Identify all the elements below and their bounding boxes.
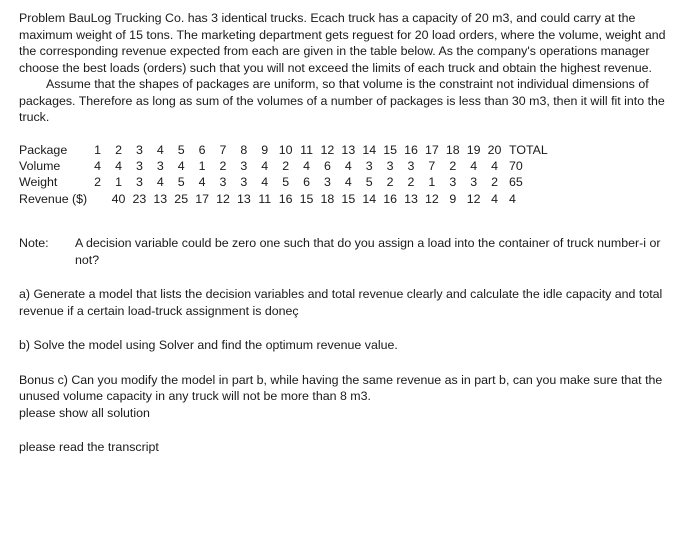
table-cell: 6	[303, 175, 310, 190]
table-cell: 12	[424, 191, 439, 206]
table-row	[19, 191, 553, 207]
table-cell: 4	[115, 158, 122, 173]
table-cell: 5	[177, 142, 185, 157]
table-cell: 14	[362, 142, 377, 157]
problem-paragraph: Problem BauLog Trucking Co. has 3 identical trucks. Ecach truck has a capacity of 20 m3, and could carry at the maximum weight of 15 tons. The marketing department gets reguest for 20 load orders, where the volume, weight and the corresponding revenue expected from each are given in the table below. As the company's operations manager choose the best loads (orders) such that you will not exceed the limits of each truck and obtain the highest revenue.	[19, 11, 666, 75]
table-cell: 14	[362, 191, 377, 206]
table-cell: 4	[491, 158, 498, 173]
total-cell: 70	[509, 158, 523, 173]
table-cell: 2	[491, 175, 498, 190]
row-label: Revenue ($)	[19, 191, 88, 206]
orders-table	[19, 142, 553, 208]
table-cell: 10	[278, 142, 293, 157]
table-cell: 9	[261, 142, 269, 157]
table-cell: 4	[156, 142, 164, 157]
table-cell: 11	[300, 142, 313, 157]
table-cell: 1	[198, 158, 206, 173]
table-cell: 2	[386, 175, 394, 190]
table-cell: 20	[487, 142, 502, 157]
row-label: Volume	[19, 158, 61, 173]
table-cell: 2	[449, 158, 457, 173]
table-cell: 1	[94, 142, 102, 157]
table-cell: 3	[135, 142, 143, 157]
table-cell: 3	[470, 175, 478, 190]
table-cell: 3	[240, 175, 248, 190]
table-cell: 2	[282, 158, 290, 173]
table-cell: 25	[174, 191, 189, 206]
table-cell: 3	[407, 158, 415, 173]
table-cell: 15	[383, 142, 397, 157]
table-cell: 4	[198, 175, 206, 190]
table-cell: 12	[216, 191, 230, 206]
table-cell: 13	[341, 142, 356, 157]
table-cell: 13	[404, 191, 418, 206]
table-row	[19, 174, 553, 190]
table-cell: 7	[219, 142, 227, 157]
table-cell: 16	[383, 191, 397, 206]
table-cell: 4	[177, 158, 185, 173]
table-cell: 18	[320, 191, 335, 206]
table-cell: 6	[323, 158, 331, 173]
table-row	[19, 158, 553, 174]
assumption-paragraph: Assume that the shapes of packages are uniform, so that volume is the constraint not individual dimensions of packages. Therefore as long as sum of the volumes of a number of packages is less than 30 m3, then it will fit into the truck.	[19, 77, 665, 124]
table-cell: 13	[236, 191, 251, 206]
table-cell	[87, 191, 108, 207]
table-cell: 18	[445, 142, 460, 157]
table-cell: 2	[407, 175, 415, 190]
row-label: Weight	[19, 175, 58, 190]
table-cell: 7	[428, 158, 436, 173]
table-cell: 3	[365, 158, 373, 173]
table-cell: 40	[111, 191, 126, 206]
note-label: Note:	[19, 236, 49, 251]
table-cell: 6	[198, 142, 206, 157]
row-label: Package	[19, 142, 68, 157]
table-cell: 1	[428, 175, 436, 190]
table-cell: 16	[404, 142, 418, 157]
table-cell: 15	[299, 191, 314, 206]
table-cell: 4	[94, 158, 102, 173]
table-cell: 2	[219, 158, 227, 173]
read-transcript-request: please read the transcript	[19, 440, 159, 455]
table-cell: 11	[258, 191, 272, 206]
table-cell: 9	[449, 191, 457, 206]
table-cell: 5	[365, 175, 373, 190]
table-cell: 3	[219, 175, 227, 190]
table-cell: 12	[466, 191, 481, 206]
table-cell: 4	[261, 175, 269, 190]
table-cell: 3	[449, 175, 457, 190]
table-cell: 3	[135, 175, 143, 190]
table-cell: 16	[278, 191, 293, 206]
table-cell: 2	[115, 142, 122, 157]
total-cell: 4	[509, 191, 516, 206]
note	[19, 235, 683, 268]
table-cell: 5	[282, 175, 290, 190]
table-cell: 8	[240, 142, 248, 157]
table-cell: 3	[386, 158, 394, 173]
table-cell: 17	[424, 142, 439, 157]
question-document	[19, 10, 683, 456]
table-cell: 23	[132, 191, 147, 206]
table-cell: 3	[240, 158, 248, 173]
table-cell: 19	[466, 142, 481, 157]
table-cell: 4	[261, 158, 269, 173]
total-cell: TOTAL	[509, 142, 548, 157]
table-cell: 3	[156, 158, 164, 173]
table-cell: 4	[156, 175, 164, 190]
table-cell: 3	[135, 158, 143, 173]
table-cell: 5	[177, 175, 185, 190]
note-text: A decision variable could be zero one such that do you assign a load into the container of truck number-i or not?	[75, 236, 661, 267]
show-solution-request: please show all solution	[19, 405, 150, 420]
table-cell: 3	[323, 175, 331, 190]
table-cell: 2	[94, 175, 102, 190]
table-cell: 15	[341, 191, 356, 206]
table-cell: 12	[320, 142, 335, 157]
table-cell: 4	[303, 158, 310, 173]
table-row	[19, 142, 553, 158]
part-a-question: a) Generate a model that lists the decision variables and total revenue clearly and calculate the idle capacity and total revenue if a certain load-truck assignment is doneç	[19, 287, 663, 318]
table-cell: 1	[115, 175, 122, 190]
table-cell: 4	[344, 158, 352, 173]
table-cell: 4	[470, 158, 478, 173]
table-cell: 4	[344, 175, 352, 190]
table-cell: 4	[491, 191, 498, 206]
part-b-question: b) Solve the model using Solver and find the optimum revenue value.	[19, 338, 398, 353]
total-cell: 65	[509, 175, 523, 190]
bonus-question: Bonus c) Can you modify the model in part b, while having the same revenue as in part b, can you make sure that the unused volume capacity in any truck will not be more than 8 m3.	[19, 372, 663, 404]
table-cell: 17	[195, 191, 209, 206]
table-cell: 13	[153, 191, 168, 206]
